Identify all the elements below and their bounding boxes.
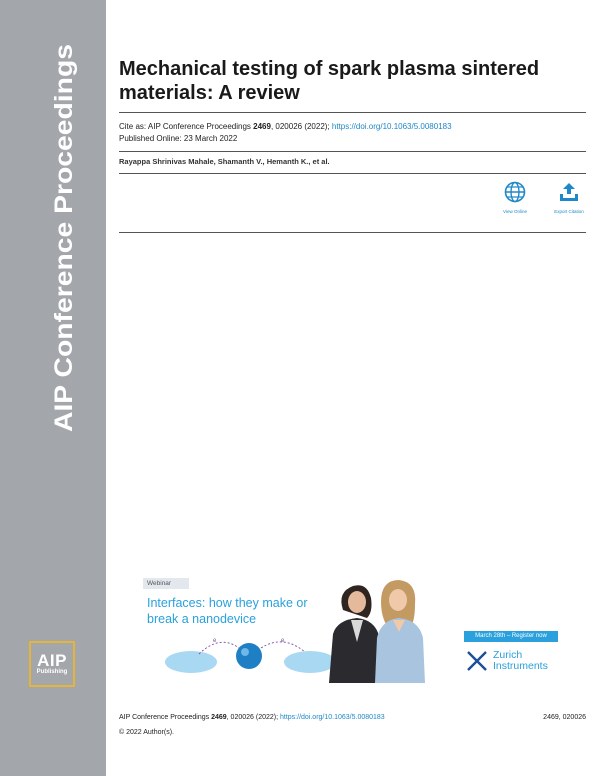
footer-doi-link[interactable]: https://doi.org/10.1063/5.0080183 — [280, 714, 385, 721]
journal-name-text: AIP Conference Proceedings — [50, 89, 78, 432]
zurich-instruments-logo — [466, 650, 566, 674]
citation-line — [119, 122, 452, 132]
journal-name — [12, 42, 92, 432]
published-date: Published Online: 23 March 2022 — [119, 134, 238, 143]
footer-cite-volume: 2469 — [211, 714, 227, 721]
globe-icon — [504, 181, 526, 203]
doi-link[interactable]: https://doi.org/10.1063/5.0080183 — [331, 122, 452, 131]
presenters-photo — [323, 572, 435, 683]
logo-sub-text: Publishing — [36, 669, 68, 675]
divider — [119, 151, 586, 152]
footer-cite-prefix: AIP Conference Proceedings — [119, 714, 212, 721]
zi-cross-icon — [466, 650, 488, 672]
zi-brand-line1: Zurich — [493, 649, 523, 661]
footer-citation — [119, 713, 385, 722]
view-online-label: View Online — [503, 209, 527, 214]
zi-brand-line2: Instruments — [493, 660, 548, 672]
register-button[interactable]: March 28th – Register now — [464, 631, 558, 642]
footer-page-ref: 2469, 020026 — [543, 714, 586, 721]
divider — [119, 173, 586, 174]
nanodevice-illustration-icon — [165, 632, 340, 680]
svg-text:e: e — [213, 638, 217, 644]
export-citation-label: Export Citation — [554, 209, 584, 214]
divider — [119, 112, 586, 113]
article-title: Mechanical testing of spark plasma sintered materials: A review — [119, 58, 540, 104]
view-online-button[interactable] — [498, 181, 532, 214]
svg-text:e: e — [281, 638, 285, 644]
cite-volume: 2469 — [253, 122, 271, 131]
journal-name-vertical — [12, 42, 92, 432]
aip-publishing-logo[interactable] — [29, 641, 75, 687]
logo-main-text: AIP — [37, 651, 67, 670]
authors-line[interactable]: Rayappa Shrinivas Mahale, Shamanth V., Hemanth K., et al. — [119, 157, 330, 166]
export-citation-button[interactable] — [549, 181, 589, 214]
cite-prefix: Cite as: AIP Conference Proceedings — [119, 122, 254, 131]
footer-cite-suffix: , 020026 (2022); — [226, 714, 280, 721]
ad-headline: Interfaces: how they make or break a nanodevice — [147, 596, 308, 626]
sidebar — [0, 0, 106, 776]
copyright-notice: © 2022 Author(s). — [119, 729, 174, 736]
export-icon — [558, 181, 580, 203]
ad-badge: Webinar — [143, 578, 189, 589]
zi-brand-text — [493, 650, 548, 672]
cite-suffix: , 020026 (2022); — [270, 122, 332, 131]
divider — [119, 232, 586, 233]
webinar-ad[interactable] — [125, 568, 575, 683]
